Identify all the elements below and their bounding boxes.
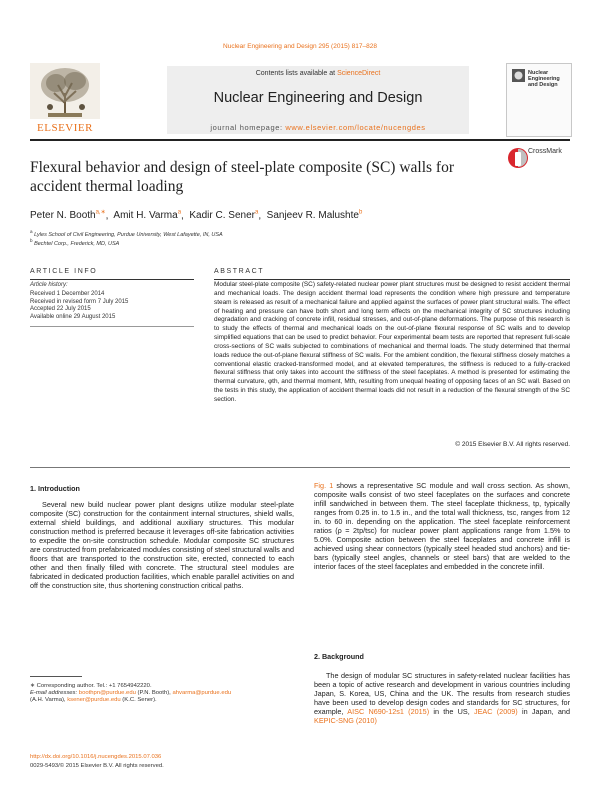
article-info-rule xyxy=(30,279,194,280)
history-online: Available online 29 August 2015 xyxy=(30,313,116,320)
section-2-title: 2. Background xyxy=(314,652,364,661)
history-revised: Received in revised form 7 July 2015 xyxy=(30,298,129,305)
header-divider xyxy=(30,139,570,141)
contents-prefix: Contents lists available at xyxy=(255,70,336,77)
paper-title: Flexural behavior and design of steel-plate composite (SC) walls for accident thermal loading xyxy=(30,159,454,195)
article-history xyxy=(30,291,190,321)
history-accepted: Accepted 22 July 2015 xyxy=(30,306,91,312)
contents-line xyxy=(167,70,469,77)
email-booth-link[interactable]: boothpn@purdue.edu xyxy=(78,690,136,697)
ref-aisc-link[interactable]: AISC N690-12s1 (2015) xyxy=(347,707,430,717)
author-2[interactable]: Amit H. Varma$^a$ xyxy=(113,210,182,222)
homepage-prefix: journal homepage: xyxy=(210,123,283,132)
article-info-heading: ARTICLE INFO xyxy=(30,268,98,275)
footnotes xyxy=(30,683,294,705)
footer-info xyxy=(30,753,294,770)
doi-link[interactable]: http://dx.doi.org/10.1016/j.nucengdes.2015.07.036 xyxy=(30,754,162,760)
section-1-title: 1. Introduction xyxy=(30,484,80,493)
cover-emblem-icon xyxy=(512,69,525,82)
footnote-rule xyxy=(30,676,82,677)
abstract-heading: ABSTRACT xyxy=(214,268,265,275)
email-note: E-mail addresses: boothpn@purdue.edu (P.N. Booth), ahvarma@purdue.edu (A.H. Varma), ksener@purdue.edu (K.C. Sener). xyxy=(30,690,232,704)
affiliation-a: $^a$ Lyles School of Civil Engineering, Purdue University, West Lafayette, IN, USA xyxy=(30,229,223,238)
history-received: Received 1 December 2014 xyxy=(30,291,105,297)
abstract-text: Modular steel-plate composite (SC) safety-related nuclear power plant structures must be designed to resist accident thermal and mechanical loads. The design accident thermal load represents the condition where high pressure and temperature steam is released as result of a mechanical failure and applied against the surfaces of power plant structural walls. The effect of heating and pressure can have both short and long term effects on the mechanical integrity of SC structures including degradation and cracking of concrete infill, residual stresses, and out-of-plane deformations. The purpose of this research is to study the effects of thermal and mechanical loads on the out-of-plane flexural response of SC walls and to develop simplified equations that can be used to predict behavior. Four experimental beam tests are reported that represent full-scale cross-sections of SC walls subjected to combinations of mechanical and thermal loads. The study determined that thermal loads reduce the out-of-plane flexural stiffness of SC walls. For the ambient condition, the flexural stiffness closely matches a conventional elastic cracked-transformed model, and at elevated temperatures, the stiffness is reduced to a fully-cracked flexural stiffness that only takes into account the stiffness of the steel faceplates. A method is presented for estimating the thermal curvature, φth, and thermal moment, Mth, resulting from unequal heating of opposing faces of an SC wall. Based on the tests in this study, the application of accident thermal loads did not result in a reduction of the flexural strength of the SC section. xyxy=(214,281,570,403)
author-4[interactable]: Sanjeev R. Malushte$^b$ xyxy=(266,210,363,222)
homepage-url[interactable]: www.elsevier.com/locate/nucengdes xyxy=(285,123,426,132)
author-1[interactable]: Peter N. Booth$^{a,∗}$ xyxy=(30,210,106,222)
ref-jeac-link[interactable]: JEAC (2009) xyxy=(473,707,518,717)
author-3[interactable]: Kadir C. Sener$^a$ xyxy=(189,210,259,222)
crossmark-label: CrossMark xyxy=(528,148,562,155)
homepage-line xyxy=(167,123,469,132)
abstract-copyright: © 2015 Elsevier B.V. All rights reserved. xyxy=(455,441,570,448)
journal-citation[interactable]: Nuclear Engineering and Design 295 (2015) 817–828 xyxy=(223,43,377,50)
background-paragraph-1: The design of modular SC structures in safety-related nuclear facilities has been a topic of active research and development in various countries including Japan, S. Korea, US, China and the UK. The results from research studies have been used to develop design codes and standards for SC structures, for example, AISC N690-12s1 (2015) in the US, JEAC (2009) in Japan, and KEPIC-SNG (2010) xyxy=(314,671,570,726)
author-list: Peter N. Booth$^{a,∗}$, Amit H. Varma$^a$, Kadir C. Sener$^a$, Sanjeev R. Malushte$^b$ xyxy=(30,210,363,222)
email-varma-link[interactable]: ahvarma@purdue.edu xyxy=(172,690,232,697)
abstract-rule xyxy=(214,279,570,280)
crossmark-icon[interactable] xyxy=(502,142,534,174)
email-sener-link[interactable]: ksener@purdue.edu xyxy=(67,697,121,704)
figure-1-link[interactable]: Fig. 1 xyxy=(314,481,334,490)
issn-line: 0029-5493/© 2015 Elsevier B.V. All rights reserved. xyxy=(30,762,164,769)
journal-name: Nuclear Engineering and Design xyxy=(213,90,423,106)
cover-title: Nuclear Engineering and Design xyxy=(528,70,560,88)
sciencedirect-link[interactable]: ScienceDirect xyxy=(337,70,381,77)
article-history-label: Article history: xyxy=(30,282,68,288)
publisher-name: ELSEVIER xyxy=(37,122,93,134)
affiliation-b: $^b$ Bechtel Corp., Frederick, MD, USA xyxy=(30,238,120,247)
ref-kepic-link[interactable]: KEPIC-SNG (2010) xyxy=(314,716,377,726)
front-matter-divider xyxy=(30,467,570,468)
corresponding-author-note: ∗ Corresponding author. Tel.: +1 7654942220. xyxy=(30,683,152,689)
intro-paragraph-2: Fig. 1 shows a representative SC module and wall cross section. As shown, composite walls consist of two steel faceplates on the surfaces and concrete infill sandwiched in between them. The steel faceplate thickness, tp, typically ranges from 0.25 in. to 1.5 in., and the total wall thickness, tsc, ranges from 12 in. to 60 in. depending on the application. The steel faceplate reinforcement ratios (ρ = 2tp/tsc) for nuclear power plant applications range from 1.5% to 5.0%. Composite action between the steel faceplates and concrete infill is achieved using shear connectors (typically steel headed stud anchors) and tie-bars (typically steel angles, channels or steel bars) that are welded to the interior faces of the steel faceplates and embedded in the concrete infill. xyxy=(314,481,570,572)
article-info-end-rule xyxy=(30,326,194,327)
intro-paragraph-1: Several new build nuclear power plant designs utilize modular steel-plate composite (SC) construction for the containment internal structures, shield walls, external shield buildings, and additional auxiliary structures. This modular construction method is preferred because it leverages off-site fabrication activities to expedite the on-site construction schedule. Modular composite SC structures are constructed from prefabricated modules consisting of steel structural walls and floors that are transported to the construction site, erected, connected to each other and then finally filled with concrete. The structural steel modules are fabricated in dedicated production facilities, which enable parallel activities on and off the construction site, thus shortening construction critical paths. xyxy=(30,500,294,591)
